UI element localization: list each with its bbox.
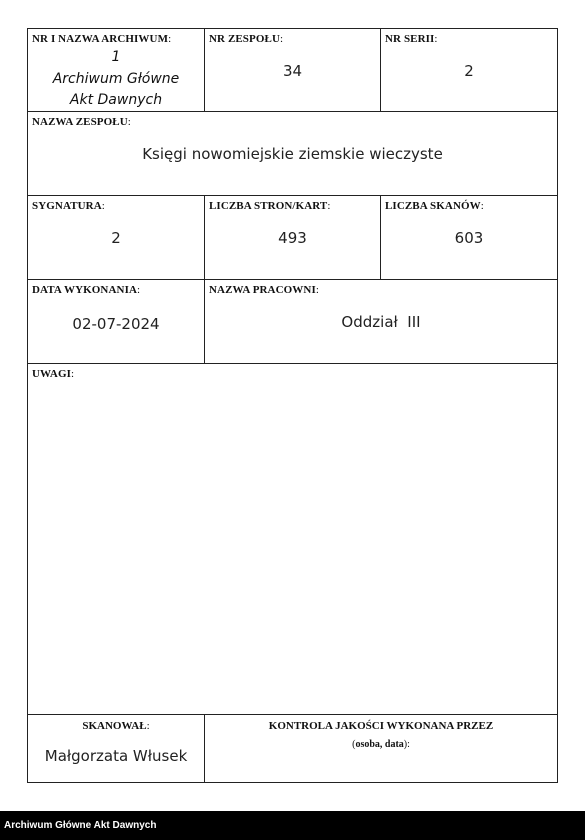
archive-label: NR I NAZWA ARCHIWUM: [32,33,172,45]
series-label: NR SERII: [385,33,438,45]
scanned-by-label: SKANOWAŁ: [82,720,150,732]
series-value: 2 [464,62,474,80]
row-date-workshop [28,280,557,364]
quality-control-sub: (osoba, data): [352,739,410,750]
fond-name-value: Księgi nowomiejskie ziemskie wieczyste [142,145,443,163]
scans-value: 603 [454,229,484,247]
signature-label: SYGNATURA: [32,200,105,212]
cell-pages [204,196,380,279]
cell-scans [380,196,557,279]
fond-number-value: 34 [282,62,303,80]
cell-archive [28,29,204,111]
row-remarks [28,364,557,715]
cell-quality-control [204,715,557,782]
date-value: 02-07-2024 [72,315,160,333]
pages-value: 493 [278,229,307,247]
fond-name-label: NAZWA ZESPOŁU: [32,116,131,128]
cell-fond-name [28,112,557,195]
remarks-label: UWAGI: [32,368,75,380]
workshop-value: Oddział III [341,313,421,331]
quality-control-label: KONTROLA JAKOŚCI WYKONANA PRZEZ [268,720,494,732]
workshop-label: NAZWA PRACOWNI: [209,284,319,296]
row-archive [28,29,557,112]
cell-date [28,280,204,363]
scanned-by-value: Małgorzata Włusek [44,747,188,765]
cell-series [380,29,557,111]
footer-text: Archiwum Główne Akt Dawnych [4,820,157,831]
pages-label: LICZBA STRON/KART: [209,200,331,212]
signature-value: 2 [111,229,121,247]
cell-remarks [28,364,557,714]
row-counts [28,196,557,280]
row-fond-name [28,112,557,196]
scans-label: LICZBA SKANÓW: [385,200,484,212]
archive-name-line1: Archiwum Główne [52,71,180,87]
fond-number-label: NR ZESPOŁU: [209,33,284,45]
metadata-form [27,28,558,783]
cell-scanned-by [28,715,204,782]
cell-signature [28,196,204,279]
row-signoff [28,715,557,782]
cell-fond-number [204,29,380,111]
cell-workshop [204,280,557,363]
footer-bar [0,811,585,840]
archive-number: 1 [111,49,121,65]
date-label: DATA WYKONANIA: [32,284,141,296]
archive-name-line2: Akt Dawnych [69,92,163,108]
